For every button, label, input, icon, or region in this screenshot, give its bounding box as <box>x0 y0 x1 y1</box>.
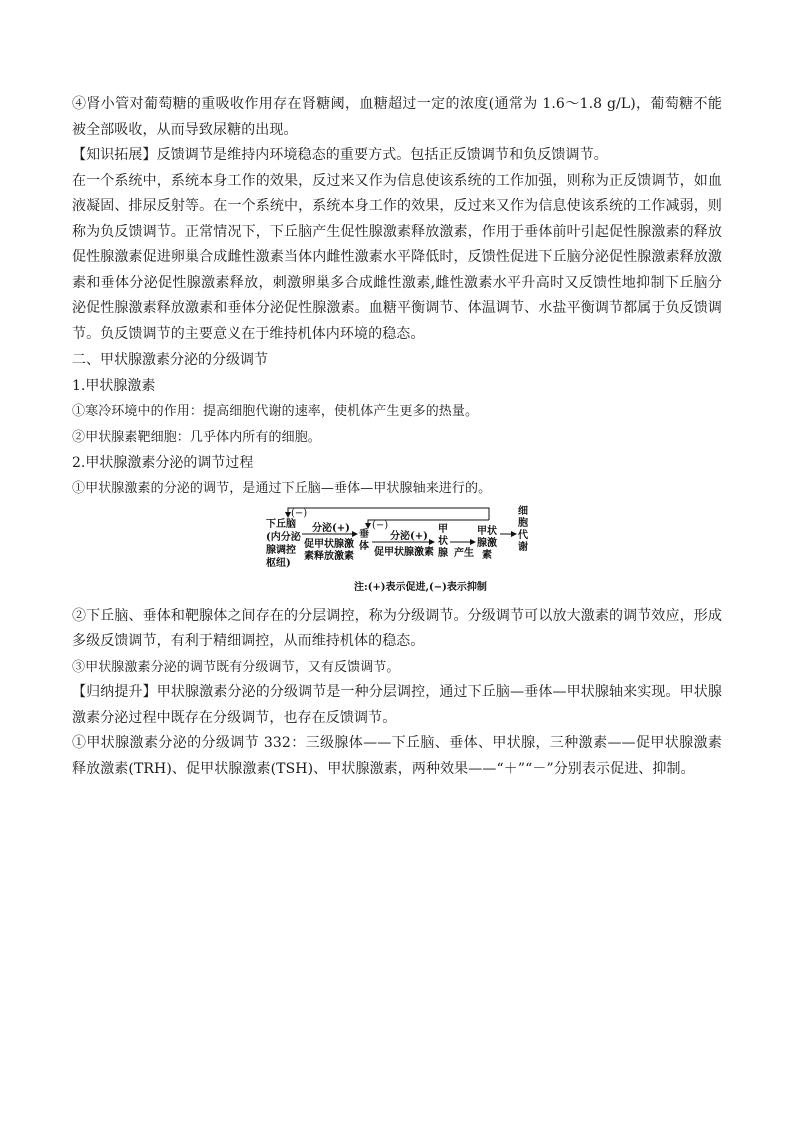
knowledge-extension-text: 反馈调节是维持内环境稳态的重要方式。包括正反馈调节和负反馈调节。 <box>156 147 608 163</box>
label-trh-1: 促甲状腺激 <box>304 538 354 550</box>
node-hypothalamus-note-2: 腺调控 <box>266 544 296 556</box>
label-produce: 产生 <box>454 547 474 559</box>
summary-text: 甲状腺激素分泌的分级调节是一种分层调控，通过下丘脑—垂体—甲状腺轴来实现。甲状腺激素分泌过程中既存在分级调节，也存在反馈调节。 <box>72 684 722 726</box>
item-target-cells: ②甲状腺素靶细胞：几乎体内所有的细胞。 <box>72 429 321 445</box>
summary-label: 【归纳提升】 <box>72 684 157 700</box>
item-hierarchical-regulation: ②下丘脑、垂体和靶腺体之间存在的分层调控，称为分级调节。分级调节可以放大激素的调节效应，形成多级反馈调节，有利于精细调控，从而维持机体的稳态。 <box>72 607 722 649</box>
feedback-line-hypothalamus <box>288 508 489 520</box>
paragraph-summary <box>72 680 722 731</box>
subheading-thyroid-hormone: 1.甲状腺激素 <box>72 378 156 394</box>
node-metabolism-4: 谢 <box>518 541 528 553</box>
paragraph-feedback-regulation: 在一个系统中，系统本身工作的效果，反过来又作为信息使该系统的工作加强，则称为正反馈调节，如血液凝固、排尿反射等。在一个系统中，系统本身工作的效果，反过来又作为信息使该系统的工作减弱，则称为负反馈调节。正常情况下，下丘脑产生促性腺激素释放激素，作用于垂体前叶引起促性腺激素的释放促性腺激素促进卵巢合成雌性激素当体内雌性激素水平降低时，反馈性促进下丘脑分泌促性腺激素释放激素和垂体分泌促性腺激素释放，刺激卵巢多合成雌性激素,雌性激素水平升高时又反馈性地抑制下丘脑分泌促性腺激素释放激素和垂体分泌促性腺激素。血糖平衡调节、体温调节、水盐平衡调节都属于负反馈调节。负反馈调节的主要意义在于维持机体内环境的稳态。 <box>72 172 722 342</box>
item-axis-regulation: ①甲状腺激素的分泌的调节，是通过下丘脑—垂体—甲状腺轴来进行的。 <box>72 481 492 496</box>
node-hormone-2: 腺激 <box>477 537 497 549</box>
section-heading-thyroid: 二、甲状腺激素分泌的分级调节 <box>72 352 268 368</box>
node-hormone-1: 甲状 <box>477 525 497 537</box>
node-thyroid-1: 甲 <box>438 523 448 535</box>
diagram-svg <box>72 504 722 604</box>
node-metabolism-3: 代 <box>518 529 528 541</box>
minus-sign-hypothalamus: (−) <box>291 507 308 519</box>
paragraph-renal-threshold: ④肾小管对葡萄糖的重吸收作用存在肾糖阈，血糖超过一定的浓度(通常为 1.6～1.8 g/L)，葡萄糖不能被全部吸收，从而导致尿糖的出现。 <box>72 96 722 138</box>
label-trh-2: 素释放激素 <box>304 550 354 562</box>
node-hypothalamus-note-3: 枢纽) <box>266 557 291 569</box>
node-hypothalamus-note-1: (内分泌 <box>266 531 301 543</box>
label-secrete-1: 分泌(+) <box>312 522 350 534</box>
paragraph-knowledge-extension <box>72 143 722 169</box>
item-cold-environment: ①寒冷环境中的作用：提高细胞代谢的速率，使机体产生更多的热量。 <box>72 404 479 419</box>
node-hormone-3: 素 <box>482 549 492 561</box>
knowledge-extension-label: 【知识拓展】 <box>72 147 157 163</box>
node-pituitary-1: 垂 <box>359 528 369 540</box>
node-thyroid-2: 状 <box>438 535 448 547</box>
node-hypothalamus: 下丘脑 <box>266 518 296 530</box>
node-metabolism-2: 胞 <box>518 517 528 529</box>
diagram-note: 注:(+)表示促进,(−)表示抑制 <box>354 581 487 593</box>
node-thyroid-3: 腺 <box>438 547 448 559</box>
thyroid-regulation-diagram <box>72 504 722 604</box>
label-secrete-2: 分泌(+) <box>390 530 428 542</box>
minus-sign-pituitary: (−) <box>372 519 389 531</box>
document-page <box>72 92 722 782</box>
paragraph-332: ①甲状腺激素分泌的分级调节 332：三级腺体——下丘脑、垂体、甲状腺，三种激素——促甲状腺激素释放激素(TRH)、促甲状腺激素(TSH)、甲状腺激素，两种效果——“＋”“－”分别表示促进、抑制。 <box>72 735 722 777</box>
node-pituitary-2: 体 <box>359 540 369 552</box>
subheading-regulation-process: 2.甲状腺激素分泌的调节过程 <box>72 455 254 471</box>
node-metabolism-1: 细 <box>518 505 528 517</box>
label-tsh: 促甲状腺激素 <box>374 546 434 558</box>
item-both-regulations: ③甲状腺激素分泌的调节既有分级调节，又有反馈调节。 <box>72 659 400 675</box>
